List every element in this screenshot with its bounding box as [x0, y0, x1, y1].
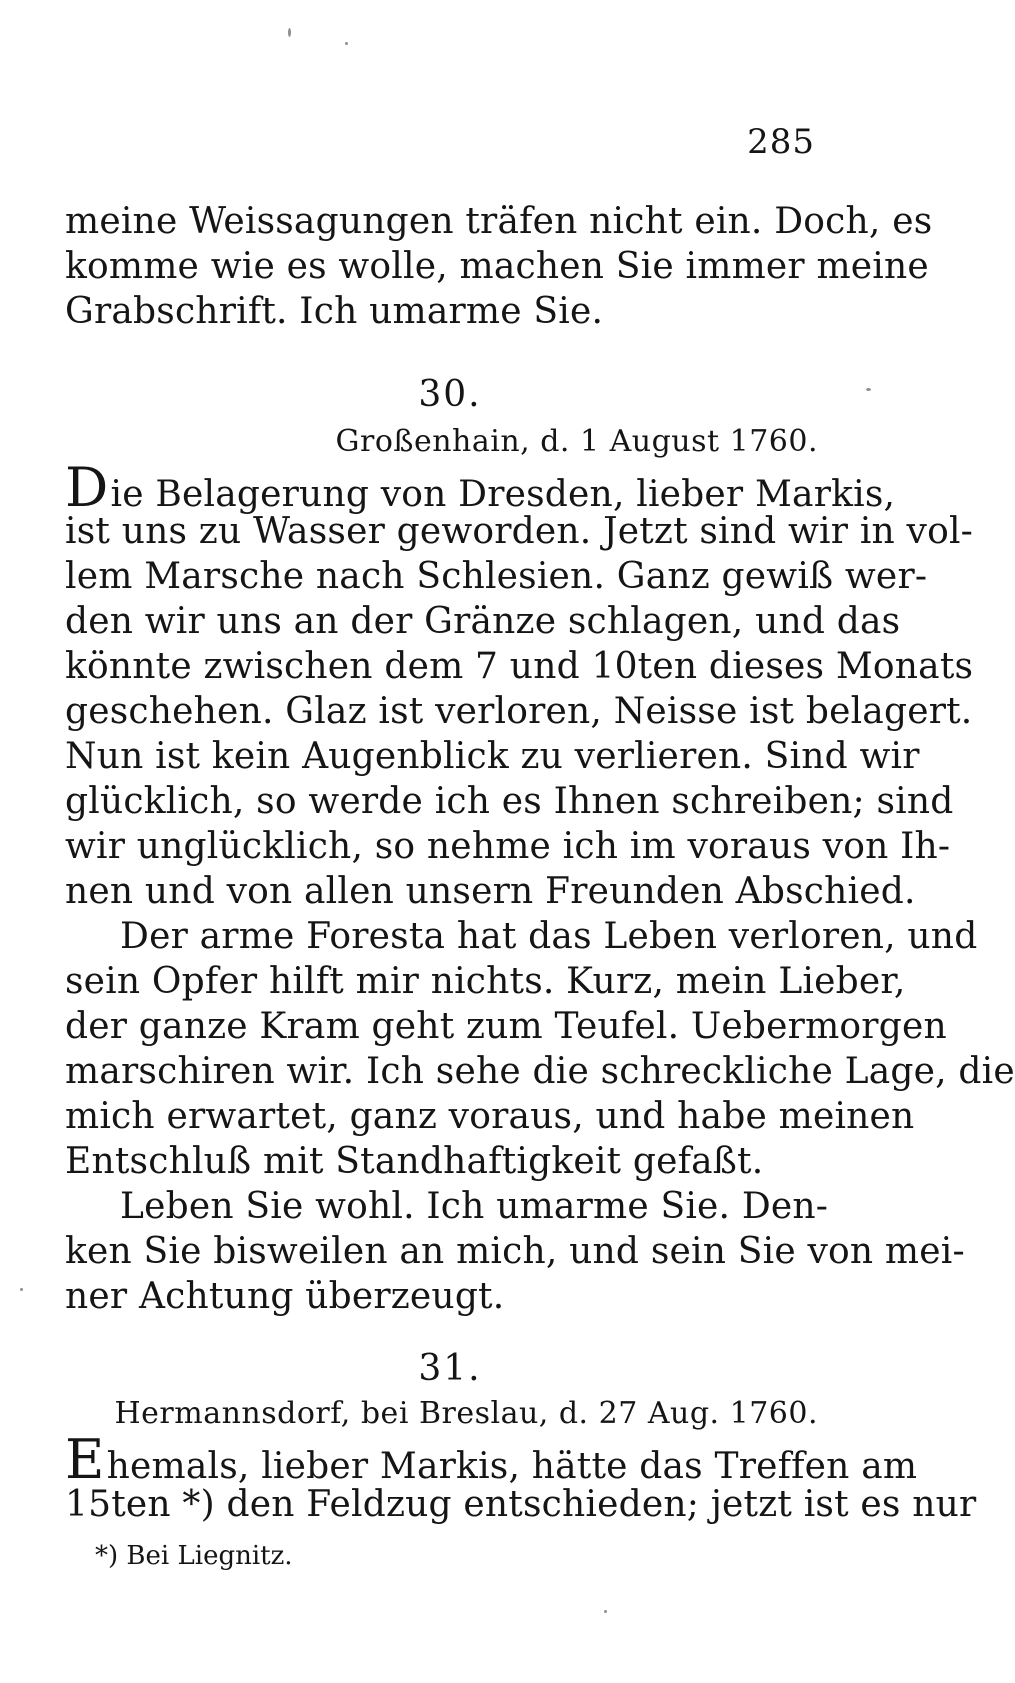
- text-line: Nun ist kein Augenblick zu verlieren. Sind wir: [65, 736, 920, 777]
- page-number: 285: [747, 122, 815, 162]
- print-speck: [345, 42, 348, 45]
- drop-cap: E: [65, 1428, 105, 1491]
- text-line: Der arme Foresta hat das Leben verloren, und: [120, 916, 978, 957]
- text-line: glücklich, so werde ich es Ihnen schreiben; sind: [65, 781, 954, 822]
- print-speck: [20, 1288, 23, 1291]
- text-line: geschehen. Glaz ist verloren, Neisse ist belagert.: [65, 691, 973, 732]
- text-line: nen und von allen unsern Freunden Abschied.: [65, 871, 916, 912]
- opening-line-text: hemals, lieber Markis, hätte das Treffen am: [106, 1446, 918, 1487]
- letter-number: 31.: [418, 1348, 482, 1389]
- text-line: ner Achtung überzeugt.: [65, 1276, 505, 1317]
- text-line: sein Opfer hilft mir nichts. Kurz, mein Lieber,: [65, 961, 906, 1002]
- text-line: meine Weissagungen träfen nicht ein. Doch, es: [65, 201, 933, 242]
- print-speck: [604, 1610, 607, 1613]
- print-speck: [288, 28, 291, 37]
- text-line: ken Sie bisweilen an mich, und sein Sie von mei-: [65, 1231, 965, 1272]
- text-line: Leben Sie wohl. Ich umarme Sie. Den-: [120, 1186, 829, 1227]
- text-line: 15ten *) den Feldzug entschieden; jetzt ist es nur: [65, 1484, 977, 1525]
- text-line: komme wie es wolle, machen Sie immer meine: [65, 246, 929, 287]
- opening-line: [65, 1428, 918, 1491]
- text-line: wir unglücklich, so nehme ich im voraus von Ih-: [65, 826, 951, 867]
- text-line: könnte zwischen dem 7 und 10ten dieses Monats: [65, 646, 974, 687]
- place-date-line: Hermannsdorf, bei Breslau, d. 27 Aug. 1760.: [114, 1396, 818, 1431]
- place-date-line: Großenhain, d. 1 August 1760.: [335, 424, 818, 459]
- text-line: marschiren wir. Ich sehe die schreckliche Lage, die: [65, 1051, 1015, 1092]
- text-line: der ganze Kram geht zum Teufel. Uebermorgen: [65, 1006, 947, 1047]
- letter-number: 30.: [418, 374, 482, 415]
- footnote: *) Bei Liegnitz.: [95, 1541, 293, 1571]
- drop-cap: D: [65, 456, 109, 519]
- text-line: lem Marsche nach Schlesien. Ganz gewiß wer-: [65, 556, 928, 597]
- text-line: Entschluß mit Standhaftigkeit gefaßt.: [65, 1141, 764, 1182]
- text-line: mich erwartet, ganz voraus, und habe meinen: [65, 1096, 915, 1137]
- text-line: Grabschrift. Ich umarme Sie.: [65, 291, 604, 332]
- text-line: den wir uns an der Gränze schlagen, und das: [65, 601, 901, 642]
- opening-line-text: ie Belagerung von Dresden, lieber Markis,: [110, 474, 896, 515]
- text-line: ist uns zu Wasser geworden. Jetzt sind wir in vol-: [65, 511, 974, 552]
